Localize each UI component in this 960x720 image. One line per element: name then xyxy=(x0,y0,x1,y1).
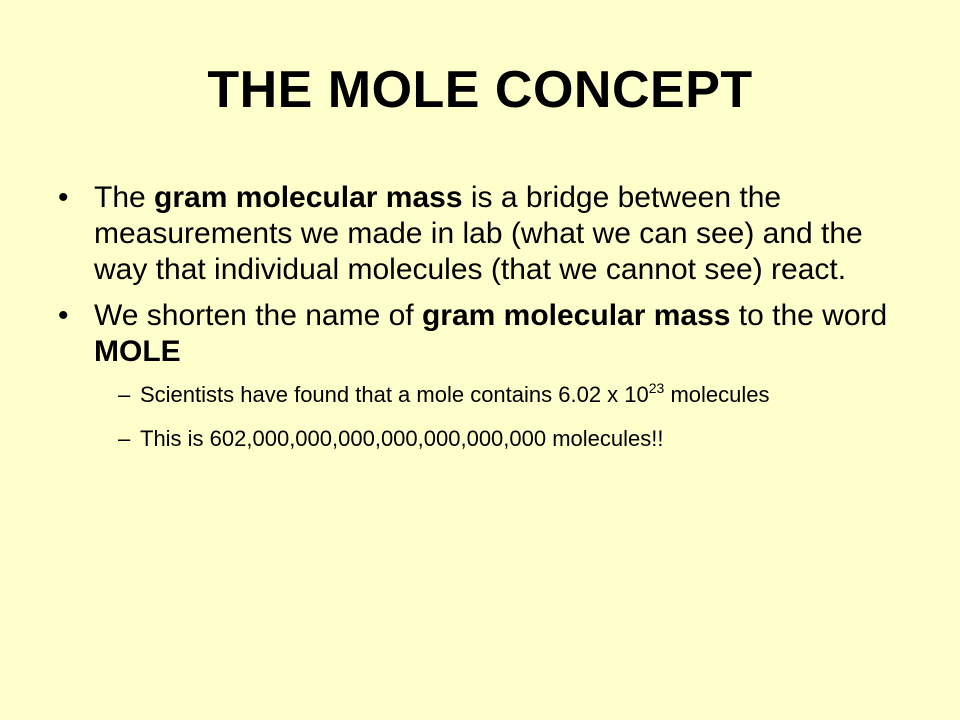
bullet-dot-icon: • xyxy=(58,299,69,332)
bullet-1-text-a: The xyxy=(94,181,155,214)
sub-1-text-a: Scientists have found that a mole contains 6.02 x 10 xyxy=(140,382,649,407)
bullet-dot-icon: • xyxy=(58,181,69,214)
bullet-2-text-b: to the word xyxy=(730,299,888,332)
bullet-item-2 xyxy=(58,298,908,370)
sub-bullet-item-1 xyxy=(118,380,908,410)
bullet-1-text-b: is a bridge between the measurements we made in lab (what we can see) and the way that individual molecules (that we cannot see) react. xyxy=(94,181,863,286)
sub-2-text: This is 602,000,000,000,000,000,000,000 molecules!! xyxy=(140,426,664,451)
slide-title: THE MOLE CONCEPT xyxy=(207,61,753,119)
sub-bullet-dash-icon: – xyxy=(118,426,131,451)
bullet-2-text-a: We shorten the name of xyxy=(94,299,422,332)
bullet-1-bold-term: gram molecular mass xyxy=(154,181,463,214)
bullet-item-1 xyxy=(58,180,908,288)
sub-bullet-dash-icon: – xyxy=(118,382,131,407)
bullet-2-bold-term: gram molecular mass xyxy=(421,299,731,332)
sub-bullet-item-2 xyxy=(118,424,908,454)
bullet-list xyxy=(58,180,908,468)
bullet-2-bold-mole: MOLE xyxy=(94,335,181,368)
sub-1-text-b: molecules xyxy=(664,382,770,407)
sub-1-exponent: 23 xyxy=(648,380,665,396)
